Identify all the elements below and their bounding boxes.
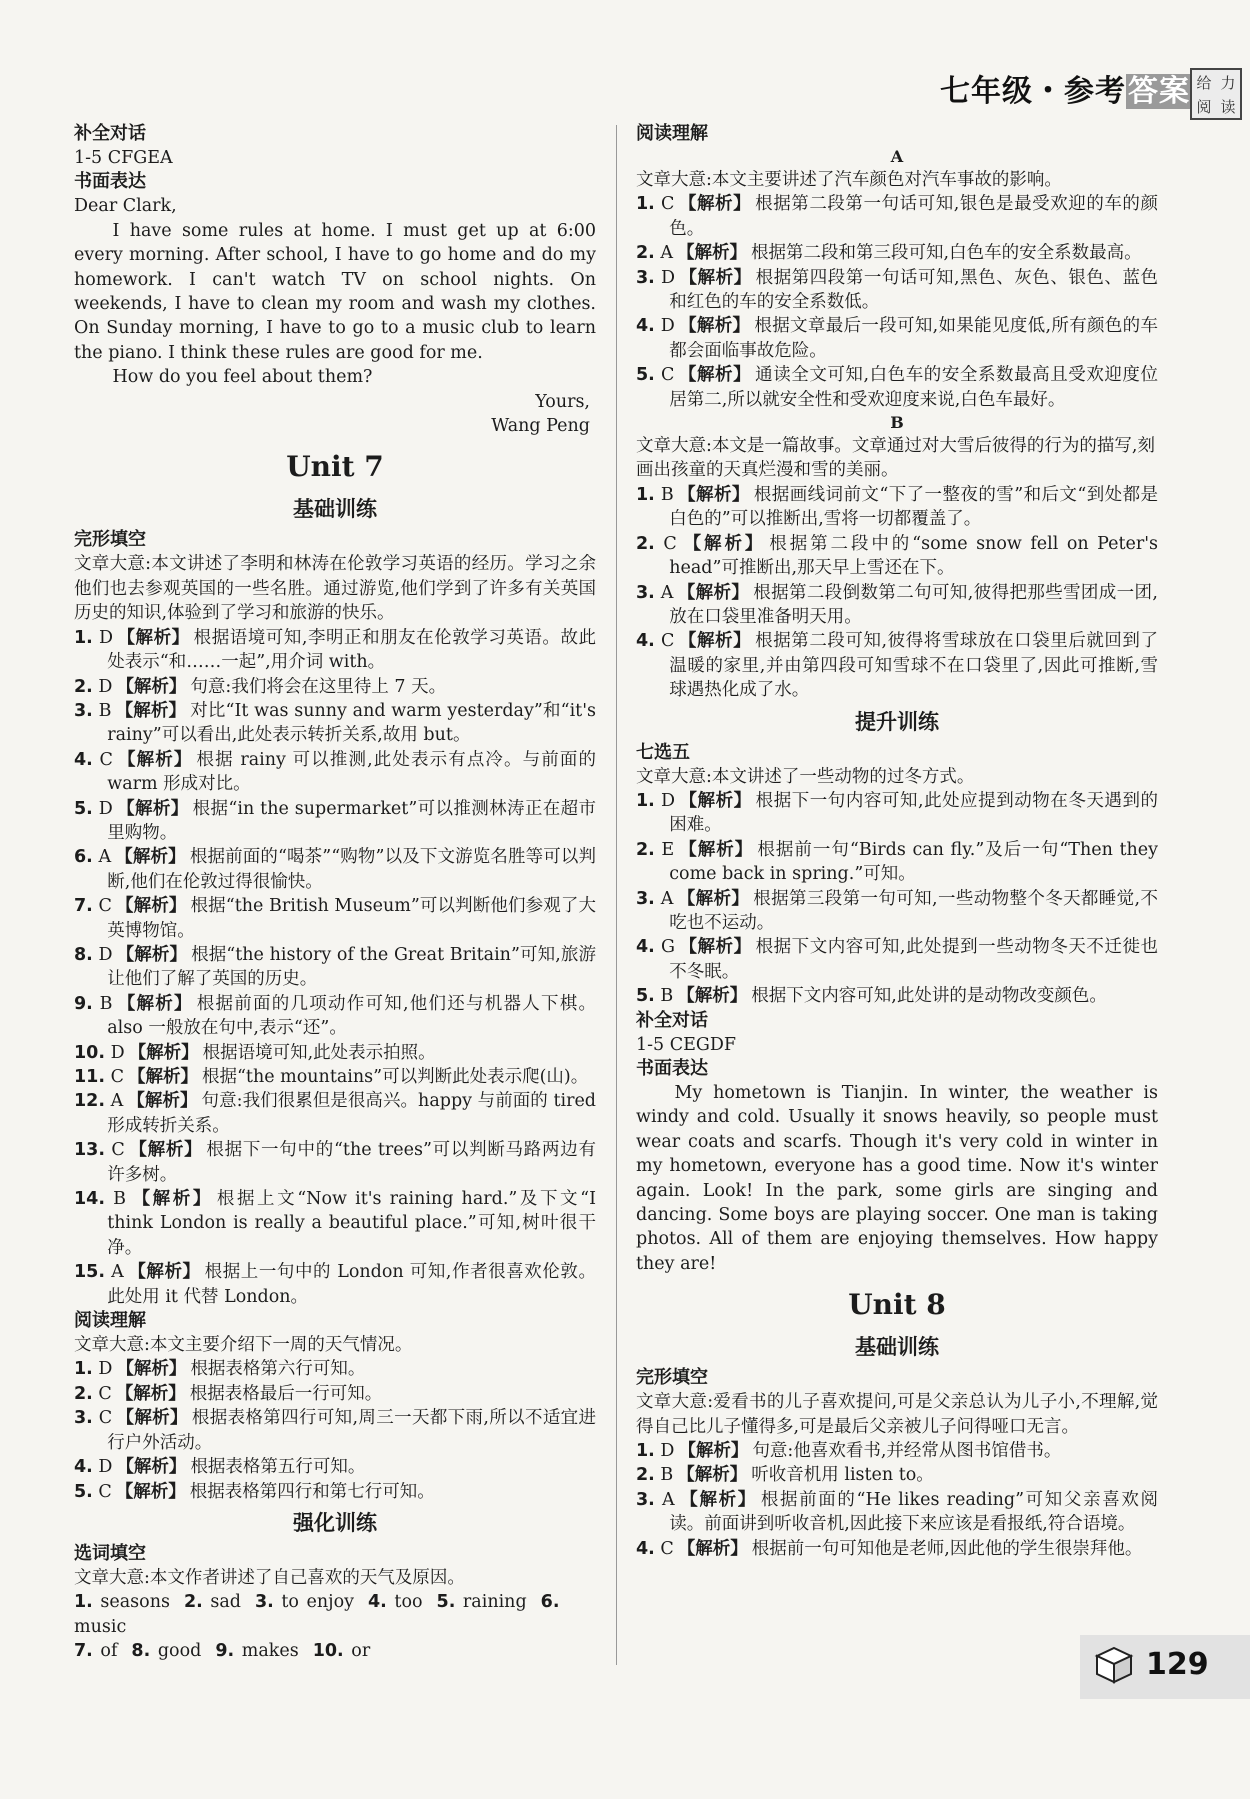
answer-item bbox=[74, 626, 596, 675]
item-number: 4. bbox=[636, 937, 655, 958]
item-number: 14. bbox=[74, 1189, 106, 1210]
answer-item bbox=[74, 1382, 596, 1406]
item-answer: D bbox=[98, 798, 113, 819]
item-number: 1. bbox=[636, 484, 655, 505]
answer-item bbox=[74, 1089, 596, 1138]
item-explanation: 根据“the history of the Great Britain”可知,旅游让他们了解了英国的历史。 bbox=[107, 944, 596, 990]
item-number: 7. bbox=[74, 1641, 93, 1662]
item-answer: C bbox=[99, 749, 113, 770]
item-number: 1. bbox=[74, 627, 93, 648]
analysis-tag: 【解析】 bbox=[678, 790, 752, 811]
item-answer: B bbox=[660, 484, 674, 505]
unit-title: Unit 8 bbox=[848, 1288, 946, 1322]
item-number: 8. bbox=[74, 944, 93, 965]
item-number: 3. bbox=[636, 267, 655, 288]
answer-item bbox=[636, 887, 1158, 936]
item-answer: C bbox=[660, 1538, 674, 1559]
badge-char: 读 bbox=[1220, 97, 1236, 116]
item-explanation: 根据第二段和第三段可知,白色车的安全系数最高。 bbox=[751, 243, 1142, 264]
item-number: 7. bbox=[74, 896, 93, 917]
analysis-tag: 【解析】 bbox=[128, 1140, 203, 1161]
fill-word: music bbox=[74, 1616, 127, 1637]
analysis-tag: 【解析】 bbox=[678, 937, 752, 958]
badge-char: 阅 bbox=[1196, 97, 1212, 116]
item-answer: C bbox=[98, 1481, 112, 1502]
item-answer: B bbox=[99, 993, 113, 1014]
item-explanation: 根据上文“Now it's raining hard.”及下文“I think London is really a beautiful place.”可知,树叶很干净。 bbox=[107, 1189, 596, 1258]
page-header bbox=[690, 62, 1250, 118]
item-answer: A bbox=[662, 1489, 675, 1510]
answer-item bbox=[636, 1488, 1158, 1537]
item-explanation: 根据画线词前文“下了一整夜的雪”和后文“到处都是白色的”可以推断出,雪将一切都覆盖了。 bbox=[669, 484, 1158, 530]
item-number: 4. bbox=[74, 749, 93, 770]
header-title bbox=[940, 66, 1192, 110]
fill-word: to enjoy bbox=[281, 1592, 354, 1613]
letter-name: Wang Peng bbox=[491, 416, 590, 437]
item-answer: D bbox=[98, 1457, 113, 1478]
reading-answer-list bbox=[74, 1357, 596, 1503]
item-explanation: 对比“It was sunny and warm yesterday”和“it's rainy”可以看出,此处表示转折关系,故用 but。 bbox=[107, 700, 596, 746]
badge-char: 给 bbox=[1196, 73, 1212, 92]
item-number: 12. bbox=[74, 1091, 106, 1112]
passage-label: A bbox=[890, 147, 904, 166]
item-number: 2. bbox=[74, 676, 93, 697]
answer-item bbox=[636, 1463, 1158, 1487]
item-number: 11. bbox=[74, 1067, 106, 1087]
reading-heading: 阅读理解 bbox=[74, 1310, 146, 1332]
analysis-tag: 【解析】 bbox=[678, 631, 752, 652]
item-answer: C bbox=[110, 1067, 124, 1087]
fill-answers-row bbox=[74, 1590, 596, 1639]
reading-b-answer-list bbox=[636, 483, 1158, 703]
analysis-tag: 【解析】 bbox=[677, 484, 750, 505]
answer-item bbox=[636, 314, 1158, 363]
item-number: 3. bbox=[636, 888, 655, 909]
analysis-tag: 【解析】 bbox=[116, 993, 193, 1014]
header-title-highlight: 答案 bbox=[1128, 74, 1190, 109]
item-explanation: 根据前面的几项动作可知,他们还与机器人下棋。also 一般放在句中,表示“还”。 bbox=[107, 993, 596, 1039]
analysis-tag: 【解析】 bbox=[116, 798, 189, 819]
answer-item bbox=[74, 699, 596, 748]
answer-item bbox=[74, 943, 596, 992]
reading-badge bbox=[1190, 68, 1242, 120]
item-explanation: 根据第二段可知,彼得将雪球放在口袋里后就回到了温暖的家里,并由第四段可知雪球不在口袋里了,因此可推断,雪球遇热化成了水。 bbox=[669, 631, 1158, 701]
analysis-tag: 【解析】 bbox=[116, 1408, 188, 1429]
right-column bbox=[636, 122, 1158, 1561]
item-answer: B bbox=[98, 700, 112, 721]
item-answer: D bbox=[660, 267, 675, 288]
item-answer: C bbox=[660, 631, 675, 652]
item-number: 4. bbox=[636, 631, 655, 652]
item-number: 4. bbox=[74, 1457, 93, 1478]
item-answer: E bbox=[661, 839, 675, 860]
item-answer: B bbox=[660, 1465, 674, 1486]
item-explanation: 根据前一句可知他是老师,因此他的学生很崇拜他。 bbox=[751, 1538, 1143, 1559]
passage-label: B bbox=[890, 413, 904, 433]
analysis-tag: 【解析】 bbox=[677, 1465, 748, 1486]
cloze-heading: 完形填空 bbox=[74, 529, 146, 551]
item-explanation: 根据文章最后一段可知,如果能见度低,所有颜色的车都会面临事故危险。 bbox=[669, 316, 1158, 361]
cloze-heading: 完形填空 bbox=[636, 1367, 708, 1389]
item-explanation: 根据“the mountains”可以判断此处表示爬(山)。 bbox=[201, 1067, 589, 1087]
analysis-tag: 【解析】 bbox=[128, 1042, 199, 1063]
answer-item bbox=[636, 241, 1158, 265]
analysis-tag: 【解析】 bbox=[116, 749, 193, 770]
analysis-tag: 【解析】 bbox=[678, 365, 752, 386]
item-explanation: 根据语境可知,李明正和朋友在伦敦学习英语。故此处表示“和……一起”,用介词 with。 bbox=[107, 627, 597, 673]
item-answer: B bbox=[113, 1189, 127, 1210]
item-number: 5. bbox=[74, 1481, 93, 1502]
item-number: 6. bbox=[540, 1592, 560, 1613]
reading-a-answer-list bbox=[636, 192, 1158, 412]
analysis-tag: 【解析】 bbox=[678, 316, 751, 337]
seven-answer-list bbox=[636, 789, 1158, 1009]
section-title: 基础训练 bbox=[855, 1335, 939, 1360]
answer-item bbox=[636, 984, 1158, 1008]
item-answer: A bbox=[111, 1262, 124, 1283]
badge-char: 力 bbox=[1220, 73, 1236, 92]
answer-item bbox=[74, 1260, 596, 1309]
item-explanation: 句意:我们很累但是很高兴。happy 与前面的 tired 形成转折关系。 bbox=[107, 1091, 597, 1136]
analysis-tag: 【解析】 bbox=[678, 267, 752, 288]
answer-item bbox=[74, 1455, 596, 1479]
analysis-tag: 【解析】 bbox=[678, 839, 754, 860]
passage-summary: 文章大意:本文主要讲述了汽车颜色对汽车事故的影响。 bbox=[636, 170, 1062, 190]
analysis-tag: 【解析】 bbox=[115, 1481, 186, 1502]
item-answer: D bbox=[660, 1441, 675, 1462]
item-number: 15. bbox=[74, 1262, 106, 1283]
item-number: 4. bbox=[368, 1592, 387, 1613]
analysis-tag: 【解析】 bbox=[116, 1359, 187, 1380]
reading-summary: 文章大意:本文主要介绍下一周的天气情况。 bbox=[74, 1335, 413, 1356]
item-answer: D bbox=[98, 944, 113, 965]
cloze-answer-list bbox=[74, 626, 596, 1309]
analysis-tag: 【解析】 bbox=[116, 676, 187, 697]
item-explanation: 根据第四段第一句话可知,黑色、灰色、银色、蓝色和红色的车的安全系数低。 bbox=[669, 267, 1159, 313]
analysis-tag: 【解析】 bbox=[116, 944, 188, 965]
answer-item bbox=[636, 192, 1158, 241]
item-explanation: 根据表格第五行可知。 bbox=[190, 1457, 366, 1478]
item-number: 3. bbox=[636, 582, 655, 603]
item-number: 3. bbox=[636, 1489, 655, 1510]
answer-item bbox=[636, 266, 1158, 315]
item-answer: C bbox=[111, 1140, 125, 1161]
fill-word: makes bbox=[241, 1641, 299, 1662]
item-answer: G bbox=[660, 937, 675, 958]
item-answer: C bbox=[98, 1408, 113, 1429]
answer-item bbox=[74, 675, 596, 699]
item-number: 5. bbox=[436, 1592, 456, 1613]
analysis-tag: 【解析】 bbox=[678, 1441, 749, 1462]
fill-word: too bbox=[394, 1592, 423, 1613]
letter-body: I have some rules at home. I must get up at 6:00 every morning. After school, I have to go home and do my homework. I can't watch TV on school nights. On weekends, I have to clean my room and wash my clothes. On Sunday morning, I have to go to a music club to learn the piano. I think these rules are good for me. bbox=[74, 220, 596, 363]
analysis-tag: 【解析】 bbox=[116, 627, 190, 648]
item-number: 3. bbox=[74, 1408, 93, 1429]
analysis-tag: 【解析】 bbox=[677, 986, 748, 1007]
item-number: 1. bbox=[74, 1592, 93, 1613]
answer-item bbox=[74, 1065, 596, 1089]
fill-heading: 选词填空 bbox=[74, 1542, 146, 1564]
item-answer: A bbox=[660, 888, 674, 909]
section-title: 强化训练 bbox=[293, 1510, 377, 1535]
fill-word: or bbox=[351, 1641, 371, 1662]
item-explanation: 根据第三段第一句可知,一些动物整个冬天都睡觉,不吃也不运动。 bbox=[669, 888, 1158, 933]
column-divider bbox=[616, 125, 617, 1665]
fill-word: seasons bbox=[100, 1592, 170, 1613]
analysis-tag: 【解析】 bbox=[677, 243, 748, 264]
answer-item bbox=[74, 845, 596, 894]
answer-item bbox=[74, 1406, 596, 1455]
fill-word: raining bbox=[462, 1592, 527, 1613]
item-number: 2. bbox=[636, 533, 655, 554]
left-column bbox=[74, 122, 596, 1664]
fill-summary: 文章大意:本文作者讲述了自己喜欢的天气及原因。 bbox=[74, 1567, 465, 1588]
item-answer: D bbox=[660, 790, 675, 811]
item-explanation: 根据第二段倒数第二句可知,彼得把那些雪团成一团,放在口袋里准备明天用。 bbox=[669, 582, 1158, 627]
item-explanation: 听收音机用 listen to。 bbox=[751, 1465, 934, 1486]
reading-heading: 阅读理解 bbox=[636, 123, 708, 144]
item-answer: D bbox=[98, 1359, 113, 1380]
analysis-tag: 【解析】 bbox=[677, 582, 750, 603]
cube-icon bbox=[1094, 1645, 1134, 1685]
item-number: 4. bbox=[636, 1538, 655, 1559]
fill-word: sad bbox=[210, 1592, 241, 1613]
page-number: 129 bbox=[1146, 1647, 1209, 1682]
item-number: 2. bbox=[636, 839, 655, 860]
item-answer: C bbox=[98, 896, 112, 917]
item-number: 9. bbox=[74, 993, 93, 1014]
item-number: 1. bbox=[636, 790, 655, 811]
item-number: 1. bbox=[636, 1441, 655, 1462]
item-explanation: 根据第二段第一句话可知,银色是最受欢迎的车的颜色。 bbox=[669, 194, 1158, 239]
item-number: 4. bbox=[636, 316, 655, 337]
item-explanation: 根据下一句内容可知,此处应提到动物在冬天遇到的困难。 bbox=[669, 790, 1159, 836]
item-number: 5. bbox=[74, 798, 93, 819]
item-answer: C bbox=[660, 365, 675, 386]
page-number-block bbox=[1080, 1635, 1250, 1699]
cloze-answer-list bbox=[636, 1439, 1158, 1561]
item-answer: C bbox=[98, 1383, 112, 1404]
fill-answers-row bbox=[74, 1639, 596, 1663]
item-number: 2. bbox=[183, 1592, 203, 1613]
analysis-tag: 【解析】 bbox=[115, 847, 186, 868]
fill-word: good bbox=[157, 1641, 202, 1662]
item-explanation: 根据“the British Museum”可以判断他们参观了大英博物馆。 bbox=[107, 896, 596, 941]
item-number: 5. bbox=[636, 365, 655, 386]
item-explanation: 根据表格最后一行可知。 bbox=[189, 1383, 383, 1404]
item-number: 13. bbox=[74, 1140, 106, 1161]
dialog-heading: 补全对话 bbox=[636, 1009, 708, 1031]
item-number: 1. bbox=[74, 1359, 93, 1380]
cloze-summary: 文章大意:本文讲述了李明和林涛在伦敦学习英语的经历。学习之余他们也去参观英国的一些名胜。通过游览,他们学到了许多有关英国历史的知识,体验到了学习和旅游的快乐。 bbox=[74, 554, 596, 624]
item-answer: A bbox=[660, 243, 674, 264]
answer-item bbox=[74, 894, 596, 943]
answer-item bbox=[74, 1480, 596, 1504]
item-explanation: 句意:我们将会在这里待上 7 天。 bbox=[190, 676, 447, 697]
item-explanation: 根据下文内容可知,此处提到一些动物冬天不迁徙也不冬眠。 bbox=[669, 937, 1158, 982]
analysis-tag: 【解析】 bbox=[678, 194, 752, 215]
analysis-tag: 【解析】 bbox=[130, 1189, 213, 1210]
item-number: 5. bbox=[636, 986, 655, 1007]
answer-item bbox=[636, 935, 1158, 984]
item-explanation: 根据前面的“He likes reading”可知父亲喜欢阅读。前面讲到听收音机,因此接下来应该是看报纸,符合语境。 bbox=[669, 1489, 1158, 1535]
item-answer: B bbox=[660, 986, 674, 1007]
dialog-answer: 1-5 CEGDF bbox=[636, 1034, 737, 1055]
writing-heading: 书面表达 bbox=[636, 1058, 708, 1079]
item-explanation: 根据表格第四行和第七行可知。 bbox=[189, 1481, 435, 1502]
answer-item bbox=[636, 629, 1158, 702]
answer-item bbox=[74, 992, 596, 1041]
passage-summary: 文章大意:本文是一篇故事。文章通过对大雪后彼得的行为的描写,刻画出孩童的天真烂漫和雪的美丽。 bbox=[636, 436, 1155, 481]
analysis-tag: 【解析】 bbox=[116, 1457, 187, 1478]
item-answer: A bbox=[660, 582, 674, 603]
item-explanation: 根据下文内容可知,此处讲的是动物改变颜色。 bbox=[751, 986, 1107, 1007]
dialog-heading: 补全对话 bbox=[74, 123, 146, 144]
answer-item bbox=[636, 1439, 1158, 1463]
item-explanation: 根据表格第四行可知,周三一天都下雨,所以不适宜进行户外活动。 bbox=[107, 1408, 597, 1453]
item-number: 10. bbox=[312, 1641, 344, 1662]
section-title: 提升训练 bbox=[855, 709, 939, 734]
item-explanation: 根据 rainy 可以推测,此处表示有点冷。与前面的 warm 形成对比。 bbox=[107, 749, 596, 795]
dialog-answer: 1-5 CFGEA bbox=[74, 148, 173, 168]
analysis-tag: 【解析】 bbox=[115, 700, 187, 721]
answer-item bbox=[74, 748, 596, 797]
analysis-tag: 【解析】 bbox=[680, 533, 766, 554]
item-answer: A bbox=[98, 847, 112, 868]
item-answer: C bbox=[663, 533, 677, 554]
writing-body: My hometown is Tianjin. In winter, the weather is windy and cold. Usually it snows heavily, so people must wear coats and scarfs. Though it's very cold in winter in my hometown, everyone has a good time. Now it's winter again. Look! In the park, some girls are singing and dancing. Some boys are playing soccer. One man is taking photos. All of them are enjoying themselves. How happy they are! bbox=[636, 1083, 1158, 1274]
letter-closing: Yours, bbox=[535, 391, 590, 412]
letter-question: How do you feel about them? bbox=[112, 367, 373, 388]
analysis-tag: 【解析】 bbox=[127, 1067, 198, 1087]
answer-item bbox=[636, 1537, 1158, 1561]
answer-item bbox=[74, 797, 596, 846]
analysis-tag: 【解析】 bbox=[115, 896, 187, 917]
analysis-tag: 【解析】 bbox=[677, 888, 750, 909]
item-number: 1. bbox=[636, 194, 655, 215]
item-answer: A bbox=[110, 1091, 124, 1112]
item-number: 9. bbox=[215, 1641, 235, 1662]
item-number: 2. bbox=[636, 243, 655, 264]
item-answer: D bbox=[110, 1042, 125, 1063]
item-answer: D bbox=[660, 316, 675, 337]
item-answer: C bbox=[660, 194, 675, 215]
item-explanation: 根据前一句“Birds can fly.”及后一句“Then they come back in spring.”可知。 bbox=[669, 839, 1159, 885]
item-number: 10. bbox=[74, 1042, 106, 1063]
answer-item bbox=[636, 532, 1158, 581]
item-answer: D bbox=[98, 627, 113, 648]
item-explanation: 通读全文可知,白色车的安全系数最高且受欢迎度位居第二,所以就安全性和受欢迎度来说,白色车最好。 bbox=[669, 365, 1158, 410]
item-explanation: 句意:他喜欢看书,并经常从图书馆借书。 bbox=[752, 1441, 1062, 1462]
section-title: 基础训练 bbox=[293, 497, 377, 522]
item-answer: D bbox=[98, 676, 113, 697]
letter-greeting: Dear Clark, bbox=[74, 196, 177, 217]
analysis-tag: 【解析】 bbox=[677, 1538, 748, 1559]
answer-item bbox=[636, 483, 1158, 532]
answer-item bbox=[636, 838, 1158, 887]
item-explanation: 根据下一句中的“the trees”可以判断马路两边有许多树。 bbox=[107, 1140, 596, 1185]
analysis-tag: 【解析】 bbox=[127, 1262, 201, 1283]
answer-item bbox=[74, 1138, 596, 1187]
seven-heading: 七选五 bbox=[636, 741, 690, 763]
item-explanation: 根据表格第六行可知。 bbox=[190, 1359, 366, 1380]
answer-item bbox=[636, 581, 1158, 630]
item-explanation: 根据第二段中的“some snow fell on Peter's head”可推断出,那天早上雪还在下。 bbox=[669, 533, 1158, 579]
analysis-tag: 【解析】 bbox=[678, 1489, 757, 1510]
item-number: 2. bbox=[636, 1465, 655, 1486]
analysis-tag: 【解析】 bbox=[115, 1383, 186, 1404]
item-number: 3. bbox=[74, 700, 93, 721]
answer-item bbox=[74, 1187, 596, 1260]
answer-item bbox=[74, 1357, 596, 1381]
answer-item bbox=[636, 363, 1158, 412]
unit-title: Unit 7 bbox=[286, 450, 384, 484]
item-number: 6. bbox=[74, 847, 93, 868]
answer-item bbox=[74, 1041, 596, 1065]
analysis-tag: 【解析】 bbox=[127, 1091, 198, 1112]
answer-item bbox=[636, 789, 1158, 838]
item-explanation: 根据“in the supermarket”可以推测林涛正在超市里购物。 bbox=[107, 798, 596, 843]
item-number: 2. bbox=[74, 1383, 93, 1404]
header-title-text: 七年级・参考 bbox=[940, 74, 1126, 109]
item-number: 3. bbox=[254, 1592, 274, 1613]
item-explanation: 根据上一句中的 London 可知,作者很喜欢伦敦。此处用 it 代替 London。 bbox=[107, 1262, 596, 1307]
writing-heading: 书面表达 bbox=[74, 171, 146, 193]
item-number: 8. bbox=[131, 1641, 151, 1662]
fill-word: of bbox=[100, 1641, 118, 1662]
item-explanation: 根据前面的“喝茶”“购物”以及下文游览名胜等可以判断,他们在伦敦过得很愉快。 bbox=[107, 847, 596, 892]
item-explanation: 根据语境可知,此处表示拍照。 bbox=[202, 1042, 436, 1063]
seven-summary: 文章大意:本文讲述了一些动物的过冬方式。 bbox=[636, 766, 975, 787]
cloze-summary: 文章大意:爱看书的儿子喜欢提问,可是父亲总认为儿子小,不理解,觉得自己比儿子懂得多,可是最后父亲被儿子问得哑口无言。 bbox=[636, 1392, 1158, 1437]
